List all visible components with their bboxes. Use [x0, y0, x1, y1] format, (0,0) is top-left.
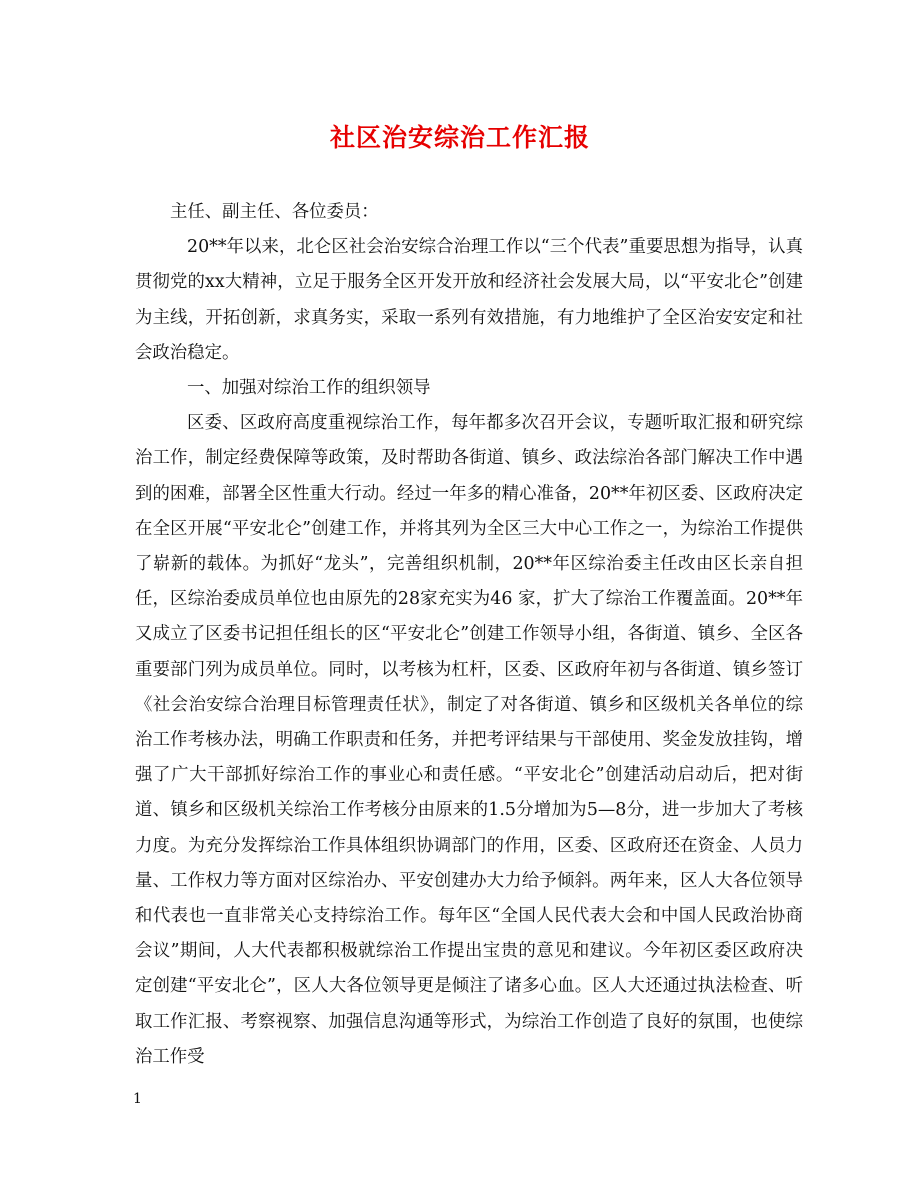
salutation: 主任、副主任、各位委员： — [170, 202, 379, 222]
page-number: 1 — [133, 1091, 142, 1107]
document-title: 社区治安综治工作汇报 — [329, 123, 590, 152]
paragraph-organization: 区委、区政府高度重视综治工作，每年都多次召开会议，专题听取汇报和研究综治工作，制定经费保障等政策，及时帮助各街道、镇乡、政法综治各部门解决工作中遇到的困难，部署全区性重大行动。经过一年多的精心准备，20**年初区委、区政府决定在全区开展“平安北仑”创建工作，并将其列为全区三大中心工作之一，为综治工作提供了崭新的载体。为抓好“龙头”，完善组织机制，20**年区综治委主任改由区长亲自担任，区综治委成员单位也由原先的28家充实为46 家，扩大了综治工作覆盖面。20**年又成立了区委书记担任组长的区“平安北仑”创建工作领导小组，各街道、镇乡、全区各重要部门列为成员单位。同时，以考核为杠杆，区委、区政府年初与各街道、镇乡签订《社会治安综合治理目标管理责任状》，制定了对各街道、镇乡和区级机关各单位的综治工作考核办法，明确工作职责和任务，并把考评结果与干部使用、奖金发放挂钩，增强了广大干部抓好综治工作的事业心和责任感。“平安北仑”创建活动启动后，把对街道、镇乡和区级机关综治工作考核分由原来的1.5分增加为5—8分，进一步加大了考核力度。为充分发挥综治工作具体组织协调部门的作用，区委、区政府还在资金、人员力量、工作权力等方面对区综治办、平安创建办大力给予倾斜。两年来，区人大各位领导和代表也一直非常关心支持综治工作。每年区“全国人民代表大会和中国人民政治协商会议”期间，人大代表都积极就综治工作提出宝贵的意见和建议。今年初区委区政府决定创建“平安北仑”，区人大各位领导更是倾注了诸多心血。区人大还通过执法检查、听取工作汇报、考察视察、加强信息沟通等形式，为综治工作创造了良好的氛围，也使综治工作受 — [135, 413, 803, 1067]
section-heading-1: 一、加强对综治工作的组织领导 — [187, 378, 431, 399]
paragraph-intro: 20**年以来，北仑区社会治安综合治理工作以“三个代表”重要思想为指导，认真贯彻党的xx大精神，立足于服务全区开发开放和经济社会发展大局，以“平安北仑”创建为主线，开拓创新，求真务实，采取一系列有效措施，有力地维护了全区治安安定和社会政治稳定。 — [135, 237, 803, 363]
document-body — [135, 195, 803, 1075]
